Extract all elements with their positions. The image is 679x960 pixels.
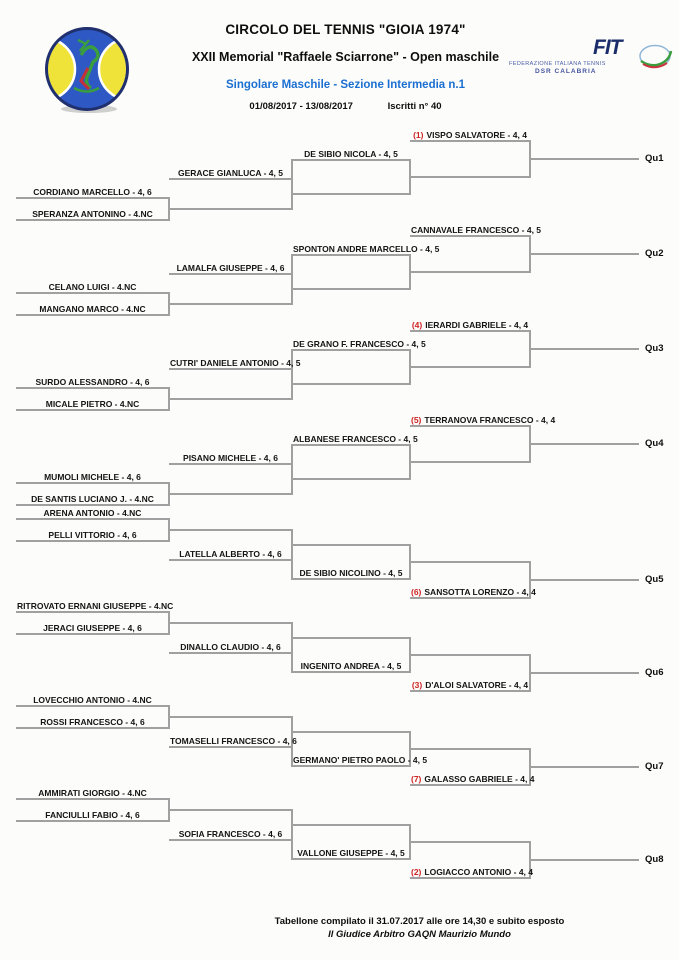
bracket-line (16, 611, 169, 613)
player-slot (411, 867, 534, 877)
qualifier-label: Qu3 (645, 343, 664, 354)
player-name: VALLONE GIUSEPPE - 4, 5 (297, 848, 405, 858)
bracket-line (292, 254, 410, 256)
bracket-line (16, 387, 169, 389)
player-name: JERACI GIUSEPPE - 4, 6 (43, 623, 142, 633)
player-name: GALASSO GABRIELE - 4, 4 (424, 774, 535, 784)
bracket-line (16, 540, 169, 542)
club-title: CIRCOLO DEL TENNIS "GIOIA 1974" (225, 22, 466, 37)
seed-number: (3) (411, 680, 423, 690)
player-name: DE SANTIS LUCIANO J. - 4.NC (31, 494, 154, 504)
player-name: CANNAVALE FRANCESCO - 4, 5 (411, 225, 542, 235)
qualifier-label: Qu2 (645, 248, 664, 259)
player-slot (411, 680, 529, 690)
player-slot (17, 788, 168, 798)
player-slot (17, 717, 168, 727)
player-slot (170, 549, 291, 559)
player-slot (293, 434, 418, 444)
bracket-line (16, 292, 169, 294)
bracket-line (530, 443, 639, 445)
bracket-line (410, 690, 530, 692)
bracket-line (292, 383, 410, 385)
bracket-line (410, 366, 530, 368)
bracket-line (410, 654, 530, 656)
bracket-line (292, 444, 410, 446)
player-slot (170, 358, 301, 368)
player-name: ROSSI FRANCESCO - 4, 6 (40, 717, 145, 727)
bracket-line (292, 731, 410, 733)
bracket-line (409, 637, 411, 673)
player-name: SURDO ALESSANDRO - 4, 6 (35, 377, 150, 387)
bracket-line (292, 637, 410, 639)
bracket-line (529, 140, 531, 178)
player-slot (17, 695, 168, 705)
bracket-line (410, 235, 530, 237)
bracket-line (292, 671, 410, 673)
date-range: 01/08/2017 - 13/08/2017 (249, 101, 353, 112)
player-slot (17, 282, 168, 292)
player-slot (17, 304, 168, 314)
player-name: MANGANO MARCO - 4.NC (39, 304, 146, 314)
bracket-line (169, 273, 292, 275)
bracket-line (530, 579, 639, 581)
player-slot (170, 829, 291, 839)
player-name: RITROVATO ERNANI GIUSEPPE - 4.NC (17, 601, 174, 611)
qualifier-label: Qu1 (645, 153, 664, 164)
bracket-line (16, 633, 169, 635)
bracket-line (169, 303, 292, 305)
qualifier-label: Qu6 (645, 667, 664, 678)
bracket-line (530, 348, 639, 350)
bracket-line (16, 219, 169, 221)
bracket-line (169, 368, 292, 370)
bracket-line (409, 159, 411, 195)
player-slot (411, 774, 535, 784)
player-name: FANCIULLI FABIO - 4, 6 (45, 810, 140, 820)
player-name: VISPO SALVATORE - 4, 4 (426, 130, 527, 140)
bracket-line (169, 716, 292, 718)
entries-count: Iscritti n° 40 (387, 101, 442, 112)
bracket-line (169, 463, 292, 465)
bracket-line (169, 622, 292, 624)
player-name: LATELLA ALBERTO - 4, 6 (179, 549, 282, 559)
bracket-line (291, 349, 293, 400)
seed-number: (2) (411, 867, 422, 877)
player-name: DE SIBIO NICOLINO - 4, 5 (299, 568, 403, 578)
player-name: DE SIBIO NICOLA - 4, 5 (304, 149, 398, 159)
bracket-line (16, 482, 169, 484)
bracket-line (410, 330, 530, 332)
player-slot (293, 848, 409, 858)
player-name: LAMALFA GIUSEPPE - 4, 6 (176, 263, 285, 273)
bracket-line (169, 809, 292, 811)
player-slot (170, 168, 291, 178)
bracket-line (410, 140, 530, 142)
player-slot (17, 810, 168, 820)
bracket-line (169, 839, 292, 841)
bracket-line (529, 425, 531, 463)
bracket-line (169, 559, 292, 561)
player-slot (411, 587, 536, 597)
qualifier-label: Qu5 (645, 574, 664, 585)
player-name: TOMASELLI FRANCESCO - 4, 6 (170, 736, 297, 746)
bracket-line (168, 387, 170, 411)
bracket-line (291, 254, 293, 305)
bracket-line (168, 705, 170, 729)
bracket-line (410, 597, 530, 599)
fit-federation-line: FEDERAZIONE ITALIANA TENNIS (509, 61, 606, 67)
bracket-line (292, 578, 410, 580)
player-slot (17, 399, 168, 409)
bracket-line (529, 235, 531, 273)
player-name: ARENA ANTONIO - 4.NC (43, 508, 142, 518)
bracket-line (530, 253, 639, 255)
player-name: MUMOLI MICHELE - 4, 6 (44, 472, 141, 482)
bracket-line (16, 197, 169, 199)
player-name: GERACE GIANLUCA - 4, 5 (177, 168, 283, 178)
bracket-line (292, 478, 410, 480)
player-slot (411, 415, 556, 425)
qualifier-label: Qu4 (645, 438, 664, 449)
player-name: ALBANESE FRANCESCO - 4, 5 (293, 434, 418, 444)
seed-number: (7) (411, 774, 422, 784)
player-slot (293, 244, 440, 254)
bracket-line (16, 798, 169, 800)
bracket-line (168, 518, 170, 542)
bracket-line (410, 841, 530, 843)
fit-logo (505, 38, 673, 88)
bracket-line (292, 288, 410, 290)
dates-and-entries (0, 101, 679, 112)
bracket-line (530, 859, 639, 861)
bracket-line (291, 159, 293, 210)
bracket-line (409, 349, 411, 385)
bracket-line (169, 178, 292, 180)
bracket-line (168, 482, 170, 506)
bracket-line (291, 444, 293, 495)
bracket-line (410, 271, 530, 273)
player-slot (17, 472, 168, 482)
player-name: PISANO MICHELE - 4, 6 (183, 453, 278, 463)
player-slot (170, 263, 291, 273)
bracket-line (169, 529, 292, 531)
bracket-line (292, 544, 410, 546)
bracket-line (410, 461, 530, 463)
player-slot (293, 661, 409, 671)
player-name: INGENITO ANDREA - 4, 5 (300, 661, 402, 671)
fit-acronym: FIT (593, 36, 622, 59)
player-name: AMMIRATI GIORGIO - 4.NC (38, 788, 147, 798)
player-name: CELANO LUIGI - 4.NC (48, 282, 137, 292)
player-slot (293, 568, 409, 578)
draw-title: Singolare Maschile - Sezione Intermedia n.1 (225, 79, 465, 91)
player-slot (293, 755, 428, 765)
bracket-line (409, 544, 411, 580)
qualifier-label: Qu7 (645, 761, 664, 772)
bracket-line (169, 746, 292, 748)
bracket-line (16, 820, 169, 822)
seed-number: (1) (413, 130, 424, 140)
bracket-line (530, 158, 639, 160)
seed-number: (4) (411, 320, 423, 330)
seed-number: (6) (411, 587, 422, 597)
bracket-line (292, 765, 410, 767)
player-slot (17, 530, 168, 540)
player-name: IERARDI GABRIELE - 4, 4 (425, 320, 529, 330)
bracket-line (292, 159, 410, 161)
player-name: SANSOTTA LORENZO - 4, 4 (424, 587, 536, 597)
player-slot (17, 508, 168, 518)
bracket-line (530, 766, 639, 768)
bracket-line (168, 611, 170, 635)
bracket-line (530, 672, 639, 674)
bracket-line (292, 193, 410, 195)
fit-region-line: DSR CALABRIA (535, 68, 597, 75)
bracket-line (169, 652, 292, 654)
player-name: SPONTON ANDRE MARCELLO - 4, 5 (293, 244, 440, 254)
bracket-line (409, 444, 411, 480)
player-name: D'ALOI SALVATORE - 4, 4 (425, 680, 529, 690)
bracket-line (410, 561, 530, 563)
bracket-line (410, 425, 530, 427)
player-slot (293, 339, 426, 349)
bracket-line (16, 705, 169, 707)
bracket-line (409, 824, 411, 860)
player-name: DINALLO CLAUDIO - 4, 6 (180, 642, 281, 652)
player-slot (411, 225, 542, 235)
player-slot (17, 623, 168, 633)
bracket-line (410, 176, 530, 178)
player-name: PELLI VITTORIO - 4, 6 (48, 530, 137, 540)
bracket-line (410, 784, 530, 786)
player-name: CORDIANO MARCELLO - 4, 6 (33, 187, 152, 197)
player-name: SPERANZA ANTONINO - 4.NC (32, 209, 153, 219)
player-slot (411, 320, 529, 330)
player-name: TERRANOVA FRANCESCO - 4, 4 (424, 415, 556, 425)
player-name: CUTRI' DANIELE ANTONIO - 4, 5 (170, 358, 301, 368)
bracket-line (169, 208, 292, 210)
bracket-line (292, 349, 410, 351)
qualifier-label: Qu8 (645, 854, 664, 865)
bracket-line (529, 654, 531, 692)
player-slot (170, 736, 297, 746)
bracket-line (169, 398, 292, 400)
player-name: MICALE PIETRO - 4.NC (45, 399, 140, 409)
seed-number: (5) (411, 415, 422, 425)
bracket-line (409, 254, 411, 290)
footer-compiled-note: Tabellone compilato il 31.07.2017 alle ore 14,30 e subito esposto (274, 916, 565, 927)
player-slot (17, 187, 168, 197)
bracket-line (410, 877, 530, 879)
bracket-line (168, 197, 170, 221)
player-slot (293, 149, 409, 159)
player-slot (170, 453, 291, 463)
event-title: XXII Memorial "Raffaele Sciarrone" - Open maschile (191, 50, 500, 64)
bracket-line (292, 858, 410, 860)
player-name: DE GRANO F. FRANCESCO - 4, 5 (293, 339, 426, 349)
bracket-line (292, 824, 410, 826)
player-slot (17, 601, 174, 611)
player-name: GERMANO' PIETRO PAOLO - 4, 5 (293, 755, 428, 765)
bracket-line (16, 518, 169, 520)
bracket-line (168, 292, 170, 316)
bracket-line (16, 409, 169, 411)
bracket-line (410, 748, 530, 750)
player-slot (17, 494, 168, 504)
player-name: LOVECCHIO ANTONIO - 4.NC (33, 695, 152, 705)
bracket-line (16, 727, 169, 729)
bracket-line (169, 493, 292, 495)
player-slot (411, 130, 529, 140)
bracket-line (16, 504, 169, 506)
player-slot (17, 209, 168, 219)
bracket-line (16, 314, 169, 316)
player-slot (17, 377, 168, 387)
player-name: LOGIACCO ANTONIO - 4, 4 (424, 867, 534, 877)
fit-swoosh-icon (637, 42, 673, 70)
player-slot (170, 642, 291, 652)
bracket-line (168, 798, 170, 822)
player-name: SOFIA FRANCESCO - 4, 6 (178, 829, 283, 839)
footer-referee-signature: Il Giudice Arbitro GAQN Maurizio Mundo (328, 929, 511, 940)
bracket-line (529, 330, 531, 368)
